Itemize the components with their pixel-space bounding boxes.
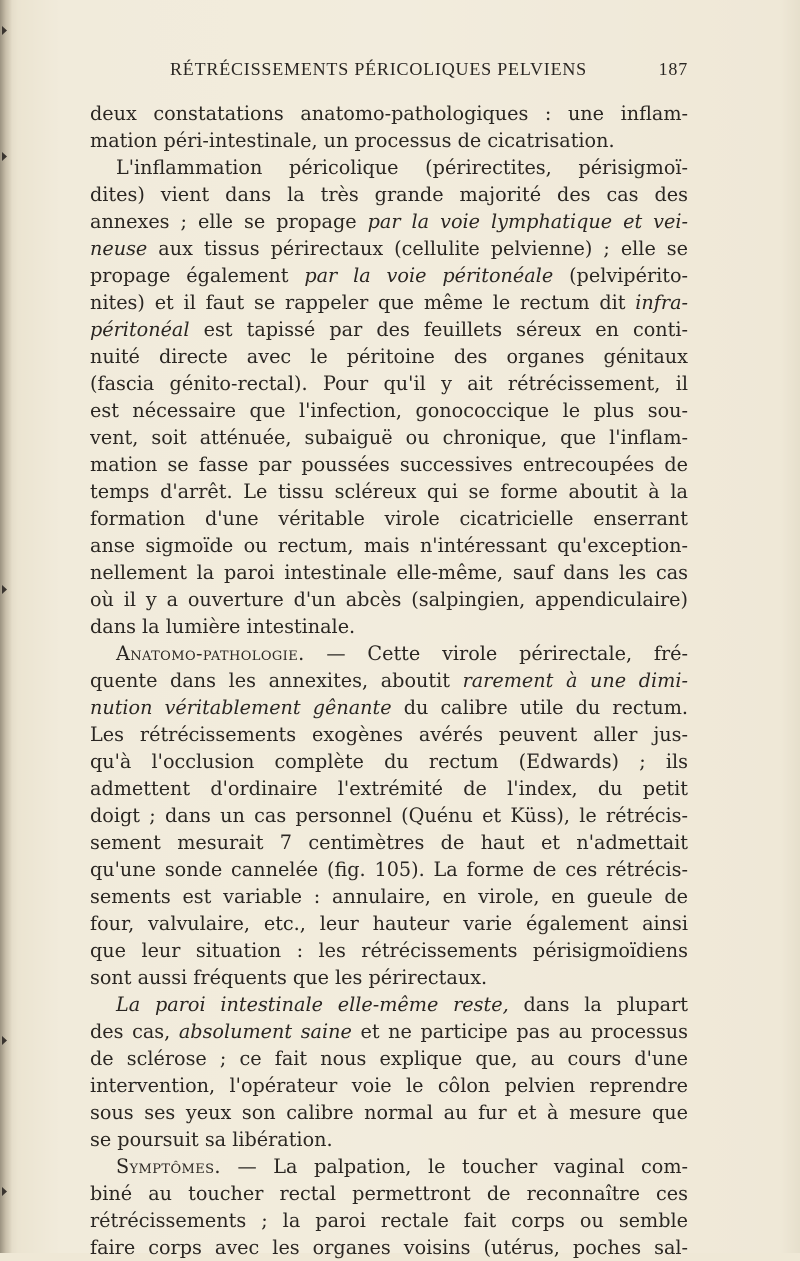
text-line xyxy=(90,775,688,802)
text-run: annexes ; elle se propage xyxy=(90,210,368,233)
text-line xyxy=(90,208,688,235)
text-line xyxy=(90,181,688,208)
text-run: faire corps avec les organes voisins (utérus, poches sal- xyxy=(90,1236,688,1259)
text-run: où il y a ouverture d'un abcès (salpingien, appendiculaire) xyxy=(90,588,688,611)
text-line xyxy=(90,370,688,397)
text-run: est tapissé par des feuillets séreux en conti- xyxy=(189,318,688,341)
text-run: dans la plupart xyxy=(508,993,688,1016)
text-run: doigt ; dans un cas personnel (Quénu et Küss), le rétrécis- xyxy=(90,804,688,827)
text-line xyxy=(90,748,688,775)
text-line xyxy=(90,1234,688,1261)
text-line xyxy=(90,316,688,343)
text-run: biné au toucher rectal permettront de reconnaître ces xyxy=(90,1182,688,1205)
text-run: du calibre utile du rectum. xyxy=(391,696,688,719)
text-line xyxy=(90,1126,688,1153)
text-line xyxy=(90,694,688,721)
section-heading: Anatomo-pathologie. xyxy=(116,642,305,665)
text-run: qu'à l'occlusion complète du rectum (Edwards) ; ils xyxy=(90,750,688,773)
text-line xyxy=(90,856,688,883)
text-run: dites) vient dans la très grande majorité des cas des xyxy=(90,183,688,206)
italic-text: La paroi intestinale elle-même reste, xyxy=(116,993,509,1016)
text-run: temps d'arrêt. Le tissu scléreux qui se forme aboutit à la xyxy=(90,480,688,503)
text-line xyxy=(90,667,688,694)
text-run: et ne participe pas au processus xyxy=(351,1020,688,1043)
text-line xyxy=(90,1180,688,1207)
body-text xyxy=(90,100,688,1261)
italic-text: infra- xyxy=(635,291,688,314)
text-line xyxy=(90,829,688,856)
text-line xyxy=(90,640,688,667)
text-run: sont aussi fréquents que les périrectaux. xyxy=(90,966,488,989)
text-run: nites) et il faut se rappeler que même le rectum dit xyxy=(90,291,636,314)
text-line xyxy=(90,883,688,910)
text-run: nellement la paroi intestinale elle-même, sauf dans les cas xyxy=(90,561,688,584)
text-line xyxy=(90,154,688,181)
text-run: admettent d'ordinaire l'extrémité de l'index, du petit xyxy=(90,777,688,800)
text-line xyxy=(90,910,688,937)
text-line xyxy=(90,1153,688,1180)
text-run: (pelvipérito- xyxy=(553,264,688,287)
text-run: des cas, xyxy=(90,1020,179,1043)
text-run: formation d'une véritable virole cicatricielle enserrant xyxy=(90,507,688,530)
running-title: RÉTRÉCISSEMENTS PÉRICOLIQUES PELVIENS xyxy=(170,59,587,79)
text-line xyxy=(90,1072,688,1099)
text-line xyxy=(90,451,688,478)
text-run: quente dans les annexites, aboutit xyxy=(90,669,463,692)
text-run: propage également xyxy=(90,264,305,287)
text-line xyxy=(90,937,688,964)
italic-text: absolument saine xyxy=(178,1020,352,1043)
text-run: mation péri-intestinale, un processus de cicatrisation. xyxy=(90,129,615,152)
text-line xyxy=(90,1018,688,1045)
text-run: — Cette virole périrectale, fré- xyxy=(304,642,688,665)
italic-text: péritonéal xyxy=(90,318,190,341)
text-run: aux tissus périrectaux (cellulite pelvienne) ; elle se xyxy=(147,237,688,260)
text-run: anse sigmoïde ou rectum, mais n'intéressant qu'exception- xyxy=(90,534,688,557)
text-run: est nécessaire que l'infection, gonococcique le plus sou- xyxy=(90,399,688,422)
text-run: sous ses yeux son calibre normal au fur et à mesure que xyxy=(90,1101,688,1124)
text-run: se poursuit sa libération. xyxy=(90,1128,333,1151)
text-line xyxy=(90,991,688,1018)
text-line xyxy=(90,1207,688,1234)
text-line xyxy=(90,505,688,532)
text-run: Les rétrécissements exogènes avérés peuvent aller jus- xyxy=(90,723,688,746)
text-line xyxy=(90,235,688,262)
text-line xyxy=(90,100,688,127)
italic-text: nution véritablement gênante xyxy=(90,696,392,719)
text-line xyxy=(90,1099,688,1126)
text-line xyxy=(90,478,688,505)
text-line xyxy=(90,532,688,559)
text-line xyxy=(90,613,688,640)
binding-shadow xyxy=(0,0,12,1253)
text-run: L'inflammation péricolique (périrectites, périsigmoï- xyxy=(116,156,688,179)
text-line xyxy=(90,127,688,154)
text-run: rétrécissements ; la paroi rectale fait corps ou semble xyxy=(90,1209,688,1232)
text-run: sement mesurait 7 centimètres de haut et n'admettait xyxy=(90,831,688,854)
italic-text: par la voie péritonéale xyxy=(304,264,554,287)
text-run: que leur situation : les rétrécissements périsigmoïdiens xyxy=(90,939,688,962)
text-run: (fascia génito-rectal). Pour qu'il y ait rétrécissement, il xyxy=(90,372,688,395)
text-line xyxy=(90,721,688,748)
italic-text: rarement à une dimi- xyxy=(462,669,688,692)
text-run: four, valvulaire, etc., leur hauteur varie également ainsi xyxy=(90,912,688,935)
text-run: vent, soit atténuée, subaiguë ou chronique, que l'inflam- xyxy=(90,426,688,449)
text-run: qu'une sonde cannelée (fig. 105). La forme de ces rétrécis- xyxy=(90,858,688,881)
text-line xyxy=(90,343,688,370)
text-run: sements est variable : annulaire, en virole, en gueule de xyxy=(90,885,688,908)
running-header xyxy=(88,59,688,85)
text-line xyxy=(90,262,688,289)
text-run: dans la lumière intestinale. xyxy=(90,615,356,638)
text-run: — La palpation, le toucher vaginal com- xyxy=(220,1155,688,1178)
page-number: 187 xyxy=(658,59,688,79)
section-heading: Symptômes. xyxy=(116,1155,221,1178)
text-line xyxy=(90,1045,688,1072)
text-run: deux constatations anatomo-pathologiques : une inflam- xyxy=(90,102,688,125)
text-line xyxy=(90,586,688,613)
text-line xyxy=(90,397,688,424)
text-run: mation se fasse par poussées successives entrecoupées de xyxy=(90,453,688,476)
text-line xyxy=(90,802,688,829)
italic-text: neuse xyxy=(90,237,148,260)
text-run: nuité directe avec le péritoine des organes génitaux xyxy=(90,345,688,368)
text-run: de sclérose ; ce fait nous explique que, au cours d'une xyxy=(90,1047,688,1070)
text-line xyxy=(90,559,688,586)
text-line xyxy=(90,424,688,451)
italic-text: par la voie lymphatique et vei- xyxy=(367,210,688,233)
text-run: intervention, l'opérateur voie le côlon pelvien reprendre xyxy=(90,1074,688,1097)
text-line xyxy=(90,964,688,991)
text-line xyxy=(90,289,688,316)
